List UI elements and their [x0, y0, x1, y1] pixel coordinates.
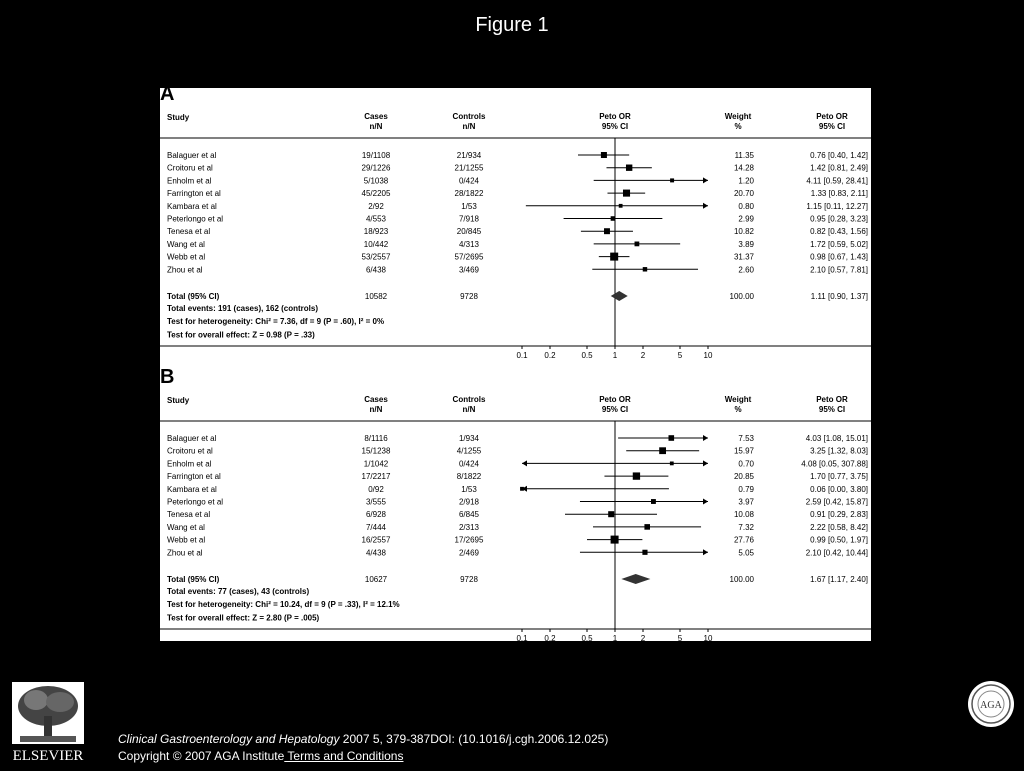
x-axis-tick-label: 0.5	[581, 351, 593, 360]
total-weight: 100.00	[729, 575, 754, 584]
header-weight: Weight	[724, 395, 752, 404]
header-ci: Peto OR	[816, 112, 848, 121]
study-row	[167, 215, 868, 224]
summary-note: Test for heterogeneity: Chi² = 10.24, df = 9 (P = .33), I² = 12.1%	[167, 600, 400, 610]
study-name: Peterlongo et al	[167, 497, 224, 507]
study-ci-text: 0.99 [0.50, 1.97]	[810, 535, 868, 545]
study-cases: 6/928	[365, 510, 387, 520]
study-ci-text: 1.33 [0.83, 2.11]	[810, 189, 868, 199]
point-estimate-marker	[670, 178, 674, 182]
summary-note: Total events: 77 (cases), 43 (controls)	[167, 587, 310, 596]
point-estimate-marker	[633, 472, 640, 479]
pooled-diamond	[621, 574, 650, 584]
journal-name: Clinical Gastroenterology and Hepatology	[118, 732, 340, 746]
point-estimate-marker	[611, 536, 619, 544]
study-weight: 1.20	[738, 176, 754, 186]
study-weight: 11.35	[734, 151, 754, 160]
study-row	[167, 485, 868, 494]
ci-arrow-right	[703, 435, 708, 441]
study-weight: 2.99	[738, 214, 754, 224]
study-ci-text: 3.25 [1.32, 8.03]	[810, 446, 868, 456]
study-cases: 53/2557	[361, 252, 391, 262]
point-estimate-marker	[623, 190, 630, 197]
study-row	[167, 523, 868, 532]
study-name: Enholm et al	[167, 459, 212, 469]
study-name: Croitoru et al	[167, 163, 213, 173]
point-estimate-marker	[604, 228, 610, 234]
x-axis-tick-label: 5	[677, 351, 683, 360]
study-weight: 3.89	[738, 239, 754, 249]
study-name: Tenesa et al	[167, 227, 211, 237]
study-cases: 7/444	[365, 522, 387, 532]
study-row	[167, 176, 868, 185]
study-controls: 57/2695	[454, 252, 484, 262]
study-ci-text: 1.72 [0.59, 5.02]	[810, 239, 868, 249]
study-row	[167, 472, 868, 481]
header-effect-unit: 95% CI	[601, 405, 629, 414]
header-controls-unit: n/N	[462, 122, 476, 131]
study-row	[167, 447, 868, 456]
aga-seal-icon	[967, 680, 1015, 728]
study-cases: 4/438	[365, 548, 387, 558]
study-weight: 7.32	[738, 522, 754, 532]
point-estimate-marker	[670, 462, 674, 466]
study-cases: 15/1238	[361, 446, 391, 456]
summary-note: Test for overall effect: Z = 2.80 (P = .005)	[167, 613, 320, 623]
study-controls: 20/845	[456, 227, 482, 237]
total-cases: 10582	[364, 292, 388, 301]
study-name: Webb et al	[167, 252, 206, 262]
study-controls: 0/424	[458, 459, 480, 469]
study-row	[167, 459, 868, 468]
header-effect: Peto OR	[599, 395, 631, 404]
study-weight: 7.53	[738, 434, 754, 443]
study-name: Tenesa et al	[167, 510, 211, 520]
study-row	[167, 240, 868, 249]
study-name: Kambara et al	[167, 484, 217, 494]
study-weight: 0.80	[738, 201, 754, 211]
study-name: Farrington et al	[167, 189, 221, 199]
study-name: Wang et al	[167, 239, 205, 249]
study-ci-text: 0.76 [0.40, 1.42]	[810, 151, 868, 160]
study-weight: 20.70	[733, 189, 754, 199]
study-ci-text: 0.98 [0.67, 1.43]	[810, 252, 868, 262]
study-row	[167, 164, 868, 173]
point-estimate-marker	[651, 499, 656, 504]
study-weight: 10.08	[733, 510, 754, 520]
ci-arrow-right	[703, 499, 708, 505]
study-controls: 4/1255	[456, 446, 482, 456]
point-estimate-marker	[520, 487, 524, 491]
x-axis-tick-label: 1	[612, 634, 618, 641]
x-axis-tick-label: 0.2	[544, 351, 556, 360]
total-ci-text: 1.67 [1.17, 2.40]	[810, 575, 868, 584]
copyright-text: Copyright © 2007 AGA Institute	[118, 749, 285, 763]
study-row	[167, 498, 868, 507]
panel-label-a: A	[160, 83, 175, 105]
study-ci-text: 0.91 [0.29, 2.83]	[810, 510, 868, 520]
header-effect: Peto OR	[599, 112, 631, 121]
point-estimate-marker	[635, 242, 640, 247]
forest-plot-figure	[160, 83, 871, 641]
x-axis-tick-label: 0.1	[516, 634, 528, 641]
x-axis-tick-label: 0.5	[581, 634, 593, 641]
study-name: Balaguer et al	[167, 151, 217, 160]
study-controls: 1/53	[461, 201, 477, 211]
study-controls: 0/424	[458, 176, 480, 186]
total-cases: 10627	[364, 575, 388, 584]
study-cases: 17/2217	[361, 472, 391, 482]
header-controls-unit: n/N	[462, 405, 476, 414]
citation-footer	[118, 731, 608, 765]
point-estimate-marker	[642, 550, 647, 555]
study-controls: 4/313	[458, 239, 480, 249]
study-ci-text: 0.06 [0.00, 3.80]	[810, 484, 868, 494]
study-controls: 1/53	[461, 484, 477, 494]
study-weight: 10.82	[733, 227, 754, 237]
study-row	[167, 253, 868, 262]
study-weight: 2.60	[738, 265, 754, 275]
study-controls: 1/934	[458, 434, 480, 443]
citation-line	[118, 731, 608, 748]
header-weight: Weight	[724, 112, 752, 121]
total-label: Total (95% CI)	[167, 292, 220, 301]
ci-arrow-right	[703, 549, 708, 555]
study-row	[167, 510, 868, 519]
study-weight: 3.97	[738, 497, 754, 507]
point-estimate-marker	[608, 511, 614, 517]
study-cases: 1/1042	[363, 459, 389, 469]
total-ci-text: 1.11 [0.90, 1.37]	[810, 292, 868, 301]
summary-note: Test for overall effect: Z = 0.98 (P = .33)	[167, 330, 315, 340]
header-effect-unit: 95% CI	[601, 122, 629, 131]
study-ci-text: 4.03 [1.08, 15.01]	[805, 434, 868, 443]
study-controls: 21/934	[456, 151, 482, 160]
study-name: Farrington et al	[167, 472, 221, 482]
study-row	[167, 202, 868, 211]
summary-note: Test for heterogeneity: Chi² = 7.36, df = 9 (P = .60), I² = 0%	[167, 317, 385, 327]
total-controls: 9728	[460, 292, 478, 301]
study-controls: 21/1255	[454, 163, 484, 173]
terms-and-conditions-link[interactable]: Terms and Conditions	[284, 749, 404, 763]
study-name: Webb et al	[167, 535, 206, 545]
study-name: Balaguer et al	[167, 434, 217, 443]
elsevier-wordmark: ELSEVIER	[12, 748, 84, 764]
total-controls: 9728	[460, 575, 478, 584]
study-controls: 7/918	[458, 214, 480, 224]
x-axis-tick-label: 2	[640, 351, 646, 360]
study-row	[167, 265, 868, 274]
study-name: Enholm et al	[167, 176, 212, 186]
study-ci-text: 1.70 [0.77, 3.75]	[810, 472, 868, 482]
study-weight: 20.85	[733, 472, 754, 482]
study-cases: 0/92	[368, 484, 384, 494]
study-cases: 16/2557	[361, 535, 391, 545]
total-row	[167, 291, 868, 301]
study-cases: 3/555	[365, 497, 387, 507]
panel-label-b: B	[160, 366, 175, 388]
header-ci-unit: 95% CI	[818, 122, 846, 131]
study-weight: 5.05	[738, 548, 754, 558]
study-cases: 6/438	[365, 265, 387, 275]
elsevier-logo	[8, 680, 88, 771]
x-axis-tick-label: 10	[703, 634, 713, 641]
header-study: Study	[167, 396, 190, 405]
study-name: Kambara et al	[167, 201, 217, 211]
study-name: Peterlongo et al	[167, 214, 224, 224]
x-axis-tick-label: 10	[703, 351, 713, 360]
study-cases: 29/1226	[361, 163, 391, 173]
study-name: Zhou et al	[167, 265, 203, 275]
study-cases: 8/1116	[364, 434, 388, 443]
elsevier-tree-icon	[8, 680, 88, 766]
study-controls: 2/469	[458, 548, 480, 558]
citation-details: 2007 5, 379-387DOI: (10.1016/j.cgh.2006.12.025)	[339, 732, 609, 746]
study-row	[167, 227, 868, 236]
x-axis-tick-label: 0.2	[544, 634, 556, 641]
study-weight: 14.28	[733, 163, 754, 173]
study-weight: 31.37	[733, 252, 754, 262]
study-controls: 28/1822	[454, 189, 484, 199]
header-cases-unit: n/N	[369, 405, 383, 414]
study-ci-text: 4.11 [0.59, 28.41]	[806, 176, 868, 186]
study-cases: 2/92	[368, 201, 384, 211]
point-estimate-marker	[626, 165, 632, 171]
copyright-line	[118, 748, 608, 765]
study-ci-text: 2.10 [0.57, 7.81]	[810, 265, 868, 275]
header-weight-unit: %	[734, 405, 742, 414]
study-row	[167, 189, 868, 198]
study-cases: 10/442	[363, 239, 389, 249]
study-controls: 3/469	[458, 265, 480, 275]
header-cases-unit: n/N	[369, 122, 383, 131]
point-estimate-marker	[644, 524, 650, 530]
study-cases: 18/923	[363, 227, 389, 237]
study-weight: 0.70	[738, 459, 754, 469]
study-row	[167, 434, 868, 443]
ci-arrow-right	[703, 460, 708, 466]
header-cases: Cases	[364, 112, 388, 121]
point-estimate-marker	[619, 204, 623, 208]
study-name: Zhou et al	[167, 548, 203, 558]
study-ci-text: 2.22 [0.58, 8.42]	[810, 522, 868, 532]
ci-arrow-left	[522, 460, 527, 466]
study-cases: 45/2205	[361, 189, 391, 199]
header-controls: Controls	[452, 112, 486, 121]
study-ci-text: 1.42 [0.81, 2.49]	[810, 163, 868, 173]
study-ci-text: 2.10 [0.42, 10.44]	[805, 548, 868, 558]
study-row	[167, 536, 868, 545]
aga-seal-logo	[967, 680, 1015, 733]
study-controls: 2/918	[458, 497, 480, 507]
point-estimate-marker	[643, 267, 647, 271]
point-estimate-marker	[611, 216, 616, 221]
point-estimate-marker	[601, 152, 607, 158]
point-estimate-marker	[659, 447, 666, 454]
study-controls: 17/2695	[454, 535, 484, 545]
study-name: Wang et al	[167, 522, 205, 532]
total-label: Total (95% CI)	[167, 575, 220, 584]
header-cases: Cases	[364, 395, 388, 404]
point-estimate-marker	[668, 435, 674, 441]
forest-panel-b	[160, 395, 871, 641]
point-estimate-marker	[610, 253, 618, 261]
study-cases: 5/1038	[363, 176, 389, 186]
study-row	[167, 151, 868, 160]
study-cases: 19/1108	[361, 151, 391, 160]
study-ci-text: 0.95 [0.28, 3.23]	[810, 214, 868, 224]
study-weight: 15.97	[733, 446, 754, 456]
x-axis-tick-label: 0.1	[516, 351, 528, 360]
forest-plot-svg	[160, 88, 871, 641]
header-ci-unit: 95% CI	[818, 405, 846, 414]
x-axis-tick-label: 1	[612, 351, 618, 360]
ci-arrow-right	[703, 177, 708, 183]
header-ci: Peto OR	[816, 395, 848, 404]
study-controls: 2/313	[458, 522, 480, 532]
study-name: Croitoru et al	[167, 446, 213, 456]
forest-panel-a	[160, 112, 871, 360]
total-weight: 100.00	[729, 292, 754, 301]
study-weight: 0.79	[738, 484, 754, 494]
x-axis-tick-label: 2	[640, 634, 646, 641]
total-row	[167, 574, 868, 584]
aga-seal-text: AGA	[980, 700, 1002, 711]
pooled-diamond	[611, 291, 628, 301]
header-weight-unit: %	[734, 122, 742, 131]
study-weight: 27.76	[733, 535, 754, 545]
ci-arrow-right	[703, 203, 708, 209]
study-controls: 6/845	[458, 510, 480, 520]
study-ci-text: 0.82 [0.43, 1.56]	[810, 227, 868, 237]
study-row	[167, 548, 868, 557]
header-study: Study	[167, 113, 190, 122]
figure-title: Figure 1	[475, 14, 549, 36]
header-controls: Controls	[452, 395, 486, 404]
x-axis-tick-label: 5	[677, 634, 683, 641]
study-controls: 8/1822	[456, 472, 482, 482]
study-ci-text: 4.08 [0.05, 307.88]	[801, 459, 868, 469]
study-cases: 4/553	[365, 214, 387, 224]
study-ci-text: 2.59 [0.42, 15.87]	[805, 497, 868, 507]
summary-note: Total events: 191 (cases), 162 (controls)	[167, 304, 319, 313]
study-ci-text: 1.15 [0.11, 12.27]	[806, 201, 868, 211]
